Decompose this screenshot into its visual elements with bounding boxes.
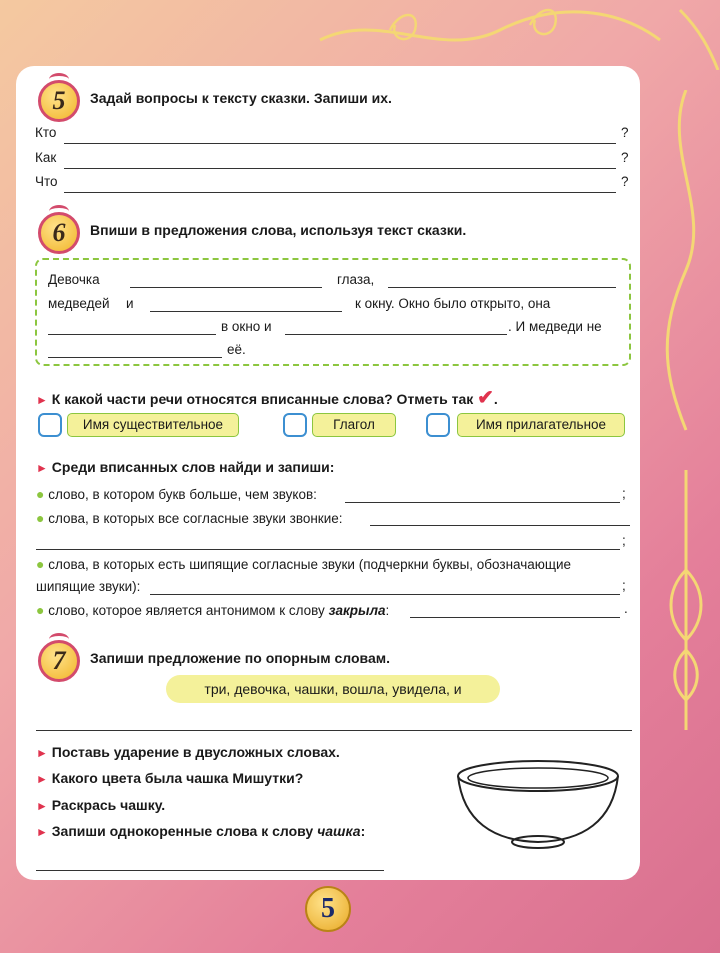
- task-5-title: Задай вопросы к тексту сказки. Запиши их.: [90, 90, 392, 106]
- answer-line[interactable]: [345, 502, 620, 503]
- bullet-hissing: ● слова, в которых есть шипящие согласные звуки (подчеркни буквы, обозначающие: [36, 556, 572, 572]
- answer-line[interactable]: [36, 870, 384, 871]
- support-words: три, девочка, чашки, вошла, увидела, и: [166, 675, 500, 703]
- bullet-voiced: ● слова, в которых все согласные звуки звонкие:: [36, 510, 343, 526]
- fill-text: . И медведи не: [508, 319, 602, 334]
- checkbox-verb[interactable]: [283, 413, 307, 437]
- task-7-item: ► Запиши однокоренные слова к слову чашка:: [36, 823, 366, 839]
- answer-line[interactable]: [370, 525, 630, 526]
- question-mark: ?: [621, 174, 629, 189]
- option-adjective: Имя прилагательное: [457, 413, 625, 437]
- fill-text: и: [126, 296, 134, 311]
- fill-text: Девочка: [48, 272, 100, 287]
- bullet-triangle-icon: ►: [36, 825, 48, 839]
- bullet-antonym: ● слово, которое является антонимом к слову закрыла:: [36, 602, 390, 618]
- task-5-number: 5: [38, 80, 80, 122]
- fill-text: к окну. Окно было открыто, она: [355, 296, 551, 311]
- punct: ;: [622, 533, 626, 548]
- fill-text: в окно и: [221, 319, 272, 334]
- task-7-number: 7: [38, 640, 80, 682]
- fill-text: её.: [227, 342, 246, 357]
- checkmark-icon: ✔: [477, 387, 494, 409]
- bullet-triangle-icon: ►: [36, 393, 48, 407]
- task-6-number: 6: [38, 212, 80, 254]
- question-word-what: Что: [35, 174, 58, 189]
- answer-line-what[interactable]: [64, 192, 616, 193]
- answer-line[interactable]: [410, 617, 620, 618]
- task-6-title: Впиши в предложения слова, используя текст сказки.: [90, 222, 467, 238]
- fill-line[interactable]: [285, 334, 507, 335]
- bullet-dot-icon: ●: [36, 486, 45, 502]
- bullet-dot-icon: ●: [36, 556, 45, 572]
- answer-line[interactable]: [36, 549, 620, 550]
- answer-line-who[interactable]: [64, 143, 616, 144]
- fill-line[interactable]: [48, 357, 222, 358]
- ornament-top-icon: [300, 0, 720, 70]
- bullet-hissing-cont: шипящие звуки):: [36, 579, 141, 594]
- answer-line[interactable]: [150, 594, 620, 595]
- task-7-item: ► Раскрась чашку.: [36, 797, 166, 813]
- fill-line[interactable]: [388, 287, 616, 288]
- checkbox-noun[interactable]: [38, 413, 62, 437]
- bullet-triangle-icon: ►: [36, 461, 48, 475]
- bullet-dot-icon: ●: [36, 510, 45, 526]
- fill-in-box: [35, 258, 631, 366]
- fill-line[interactable]: [130, 287, 322, 288]
- option-noun: Имя существительное: [67, 413, 239, 437]
- punct: ;: [622, 578, 626, 593]
- answer-line[interactable]: [36, 730, 632, 731]
- question-mark: ?: [621, 150, 629, 165]
- task-7-item: ► Какого цвета была чашка Мишутки?: [36, 770, 304, 786]
- answer-line-how[interactable]: [64, 168, 616, 169]
- ornament-side-icon: [652, 90, 720, 740]
- punct: .: [624, 601, 628, 616]
- bullet-triangle-icon: ►: [36, 799, 48, 813]
- find-and-write-heading: ► Среди вписанных слов найди и запиши:: [36, 459, 335, 475]
- page-number: 5: [305, 886, 351, 932]
- bullet-letters-more: ● слово, в котором букв больше, чем звуков:: [36, 486, 317, 502]
- question-word-how: Как: [35, 150, 57, 165]
- question-word-who: Кто: [35, 125, 57, 140]
- option-verb: Глагол: [312, 413, 396, 437]
- fill-text: глаза,: [337, 272, 375, 287]
- cup-icon[interactable]: [453, 756, 623, 852]
- bullet-triangle-icon: ►: [36, 746, 48, 760]
- question-mark: ?: [621, 125, 629, 140]
- fill-text: медведей: [48, 296, 110, 311]
- punct: ;: [622, 486, 626, 501]
- checkbox-adjective[interactable]: [426, 413, 450, 437]
- fill-line[interactable]: [48, 334, 216, 335]
- part-of-speech-question: ► К какой части речи относятся вписанные слова? Отметь так ✔.: [36, 387, 498, 409]
- bullet-dot-icon: ●: [36, 602, 45, 618]
- bullet-triangle-icon: ►: [36, 772, 48, 786]
- task-7-title: Запиши предложение по опорным словам.: [90, 650, 390, 666]
- task-7-item: ► Поставь ударение в двусложных словах.: [36, 744, 340, 760]
- fill-line[interactable]: [150, 311, 342, 312]
